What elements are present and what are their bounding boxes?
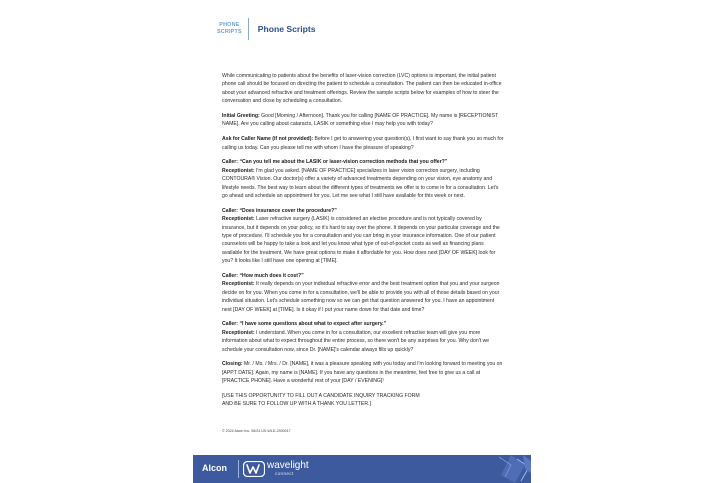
receptionist-answer: Laser refractive surgery (LASIK) is considered an elective procedure and is not typically covered by insurance, but it depends on your policy, so it's hard to say over the phone. It depends on your particular coverage and the type of procedure. I'll schedule you for a consultation and you can bring in your insurance information. One of our patient counselors will be happy to take a look and let you know what type of out-of-pocket costs as well as financing plans available for the treatment. We have great options to make it affordable for you. How does next [DAY OF WEEK] look for you? It looks like I still have one opening at [TIME]. bbox=[222, 216, 500, 265]
greeting-paragraph bbox=[222, 112, 504, 129]
closing-paragraph bbox=[222, 360, 504, 385]
wavelight-wordmark: wavelight bbox=[267, 460, 309, 471]
caller-label: Caller: bbox=[222, 207, 240, 214]
ask-name-text: Before I get to answering your question(s), I first want to say thank you so much for calling us today. Can you please tell me with whom I have the pleasure of speaking? bbox=[222, 136, 504, 151]
wavelight-mark-icon bbox=[243, 461, 265, 477]
caller-question: “How much does it cost?” bbox=[239, 273, 304, 279]
caller-question: “Can you tell me about the LASIK or laser-vision correction methods that you offer?” bbox=[239, 159, 448, 166]
footer-banner bbox=[193, 455, 531, 483]
footer-divider bbox=[238, 460, 239, 478]
script-block bbox=[222, 207, 504, 266]
document-page bbox=[193, 0, 531, 483]
wavelight-subtitle: connect bbox=[275, 471, 294, 476]
receptionist-label: Receptionist: bbox=[222, 281, 255, 288]
intro-paragraph: While communicating to patients about the benefits of laser-vision correction (LVC) options is important, the initial patient phone call should be focused on directing the patient to schedule a consultation. The patient can then be educated in-office about your advanced refractive and treatment offerings. Review the sample scripts below for examples of how to steer the conversation and close by scheduling a consultation. bbox=[222, 73, 502, 105]
note-line-2: AND BE SURE TO FOLLOW UP WITH A THANK YOU LETTER.] bbox=[222, 401, 371, 408]
closing-label: Closing: bbox=[222, 361, 243, 368]
closing-text: Mr. / Ms. / Mrs. / Dr. [NAME], it was a pleasure speaking with you today and I'm looking forward to meeting you on [APPT DATE]. Again, my name is [NAME]. If you have any questions in the meantime, feel free to give us a call at [PRACTICE PHONE]. Have a wonderful rest of your [DAY / EVENING]! bbox=[222, 361, 503, 385]
receptionist-label: Receptionist: bbox=[222, 167, 255, 174]
caller-label: Caller: bbox=[222, 321, 240, 328]
caller-label: Caller: bbox=[222, 159, 240, 166]
section-tag-line1: PHONE bbox=[219, 22, 240, 28]
script-block bbox=[222, 320, 504, 354]
script-block bbox=[222, 158, 504, 200]
section-tag-line2: SCRIPTS bbox=[217, 29, 242, 35]
page-title: Phone Scripts bbox=[257, 24, 316, 34]
page-header bbox=[217, 18, 316, 40]
caller-question: “I have some questions about what to expect after surgery.” bbox=[239, 321, 387, 328]
notes-paragraph bbox=[222, 392, 504, 409]
copyright-text: © 2024 Alcon Inc. 06/24 US-WLD-2400017 bbox=[222, 429, 291, 433]
ask-name-paragraph bbox=[222, 135, 504, 152]
decorative-pattern-icon bbox=[471, 455, 531, 483]
note-line-1: [USE THIS OPPORTUNITY TO FILL OUT A CANDIDATE INQUIRY TRACKING FORM bbox=[222, 393, 420, 399]
caller-question: “Does insurance cover the procedure?” bbox=[239, 207, 337, 214]
receptionist-answer: I'm glad you asked. [NAME OF PRACTICE] specializes in laser vision correction surgery, including CONTOURA® Vision. Our doctor(s) offer a variety of advanced treatments depending on your vision, eye anatomy and lifestyle needs. The best way to learn about the different types of treatments we offer is to come in for a consultation. Let's go ahead and schedule an appointment for you. Let me see what I still have available for this week or next. bbox=[222, 167, 499, 199]
script-block bbox=[222, 272, 504, 314]
receptionist-label: Receptionist: bbox=[222, 216, 255, 223]
section-tag bbox=[217, 22, 242, 36]
caller-label: Caller: bbox=[222, 273, 240, 279]
ask-name-label: Ask for Caller Name (if not provided): bbox=[222, 136, 314, 143]
receptionist-label: Receptionist: bbox=[222, 329, 255, 336]
receptionist-answer: It really depends on your individual refractive error and the best treatment option that you and your surgeon decide on for you. When you come in for a consultation, we'll be able to provide you with all of those details based on your individual situation. Let's schedule something now so we can get that question answered for you. I have an appointment next [DAY OF WEEK] at [TIME]. Is it okay if I put your name down for that date and time? bbox=[222, 281, 500, 313]
alcon-logo: Alcon bbox=[202, 463, 228, 473]
script-body bbox=[222, 72, 504, 415]
greeting-label: Initial Greeting: bbox=[222, 113, 260, 119]
receptionist-answer: I understand. When you come in for a consultation, our excellent refractive team will give you more information about what to expect throughout the entire process, so there won't be any surprises for you. Why don't we schedule your consultation now, since Dr. [NAME]'s calendar always fills up quickly? bbox=[222, 329, 490, 353]
greeting-text: Good [Morning / Afternoon]. Thank you for calling [NAME OF PRACTICE]. My name is [RECEPTIONIST NAME]. Are you calling about cataracts, LASIK or something else I may help you with today? bbox=[222, 113, 499, 128]
header-divider bbox=[248, 18, 249, 40]
